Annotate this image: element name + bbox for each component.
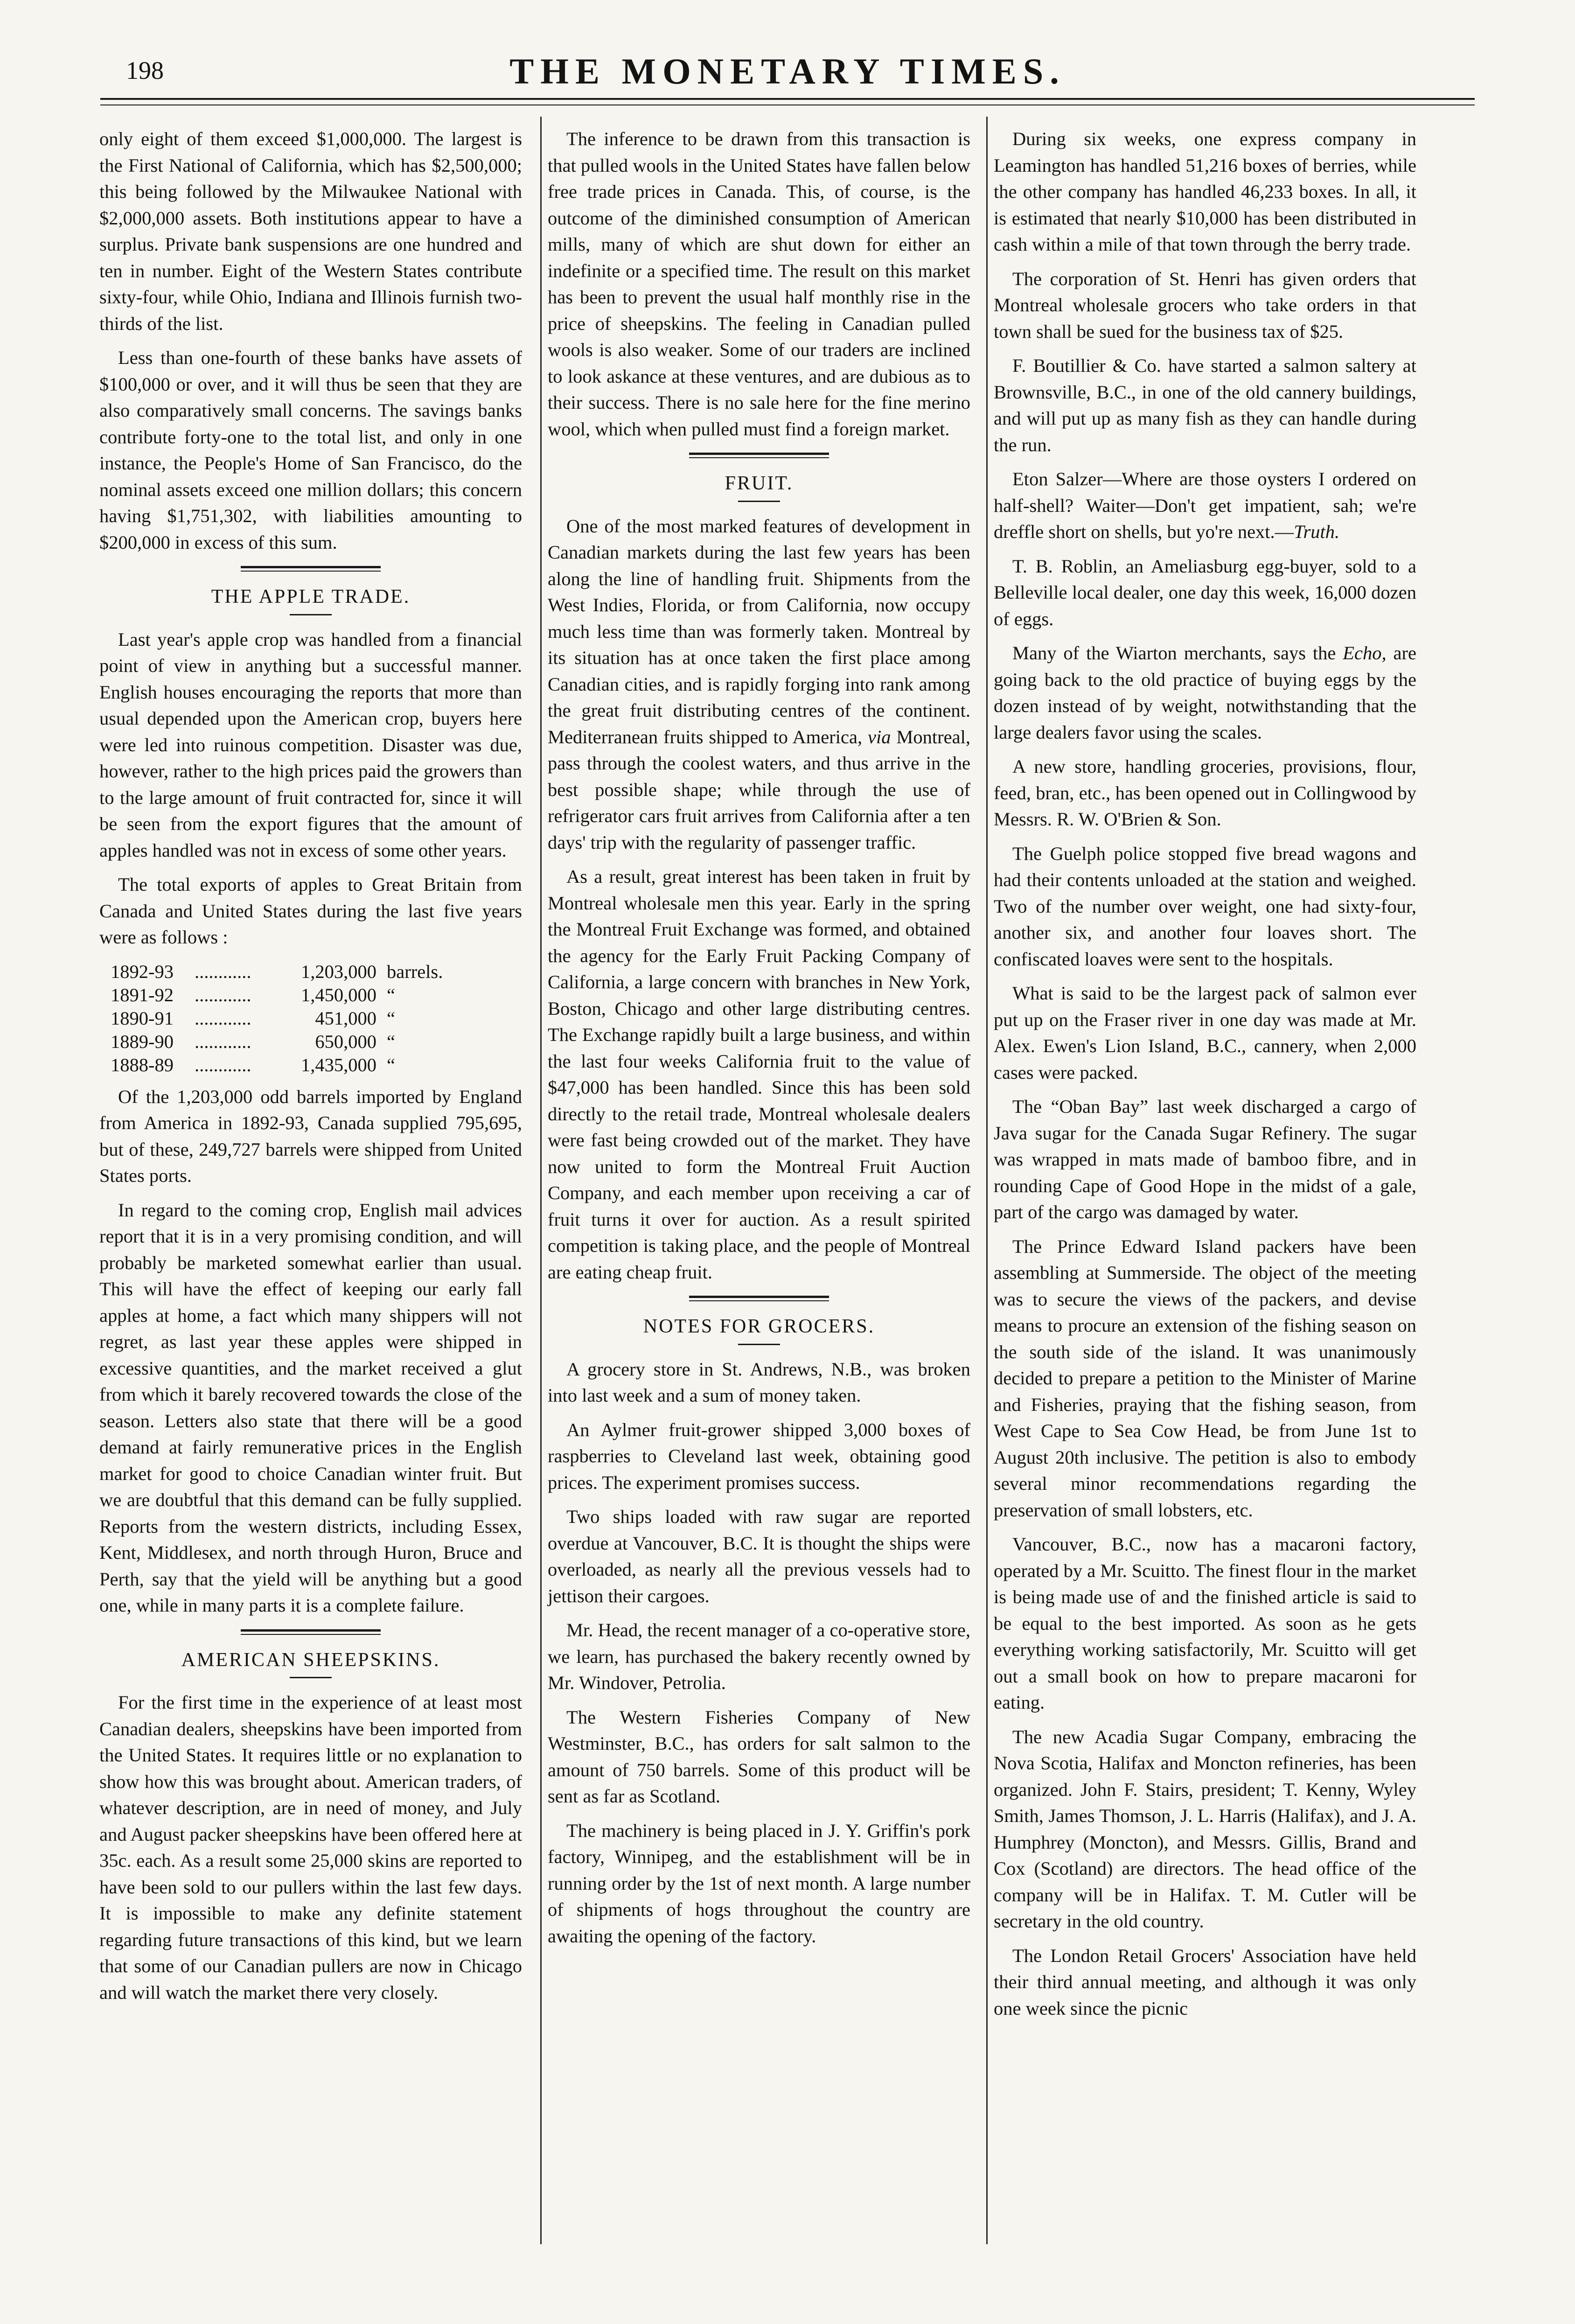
paragraph [548, 513, 970, 856]
news-item: The Prince Edward Island packers have been assembling at Summerside. The object of the meeting was to secure the views of the packers, and devise means to procure an extension of the fishing season on the south side of the island. It was unanimously decided to prepare a petition to the Minister of Marine and Fisheries, praying that the fishing season, from West Cape to Sea Cow Head, be from June 1st to August 20th inclusive. The petition is also to embody several minor recommendations regarding the preservation of small lobsters, etc. [994, 1235, 1416, 1521]
paragraph: In regard to the coming crop, English mail advices report that it is in a very promising condition, and will probably be marketed somewhat earlier than usual. This will have the effect of keeping our early fall apples at home, a fact which many shippers will not regret, as last year these apples were shipped in excessive quantities, and the market received a glut from which it barely recovered towards the close of the season. Letters also state that there will be a good demand at fairly remunerative prices in the English market for good to choice Canadian winter fruit. But we are doubtful that this demand can be fully supplied. Reports from the western districts, including Essex, Kent, Middlesex, and north through Huron, Bruce and Perth, say that the yield will be anything but a good one, while in many parts it is a complete failure. [99, 1199, 522, 1616]
leader-dots: ............ [195, 984, 251, 1005]
news-item: What is said to be the largest pack of salmon ever put up on the Fraser river in one day was made at Mr. Alex. Ewen's Lion Island, B.C., cannery, when 2,000 cases were packed. [994, 983, 1416, 1083]
section-separator [689, 1296, 829, 1301]
export-unit: “ [387, 1007, 395, 1029]
leader-dots: ............ [195, 961, 251, 982]
heading-underline [738, 501, 780, 502]
export-value: 650,000 [315, 1031, 376, 1052]
export-value: 451,000 [315, 1007, 376, 1029]
heading-apple-trade: THE APPLE TRADE. [211, 586, 411, 607]
paragraph: As a result, great interest has been taken in fruit by Montreal wholesale men this year. Early in the spring the Montreal Fruit Exchange was formed, and obtained the agency for the Early Fruit Packing Company of California, a large concern with branches in New York, Boston, Chicago and other large distributing centres. The Exchange rapidly built a large business, and within the last four weeks California fruit to the value of $47,000 has been handled. Since this has been sold directly to the retail trade, Montreal wholesale dealers were fast being crowded out of the market. They have now united to form the Montreal Fruit Auction Company, and each member upon receiving a car of fruit turns it over for auction. As a result spirited competition is taking place, and the people of Montreal are eating cheap fruit. [548, 866, 970, 1283]
header-rule-top [100, 98, 1475, 100]
italic-source: Truth. [1294, 521, 1340, 542]
news-item: T. B. Roblin, an Ameliasburg egg-buyer, sold to a Belleville local dealer, one day this week, 16,000 dozen of eggs. [994, 555, 1416, 629]
news-item: The Guelph police stopped five bread wagons and had their contents unloaded at the station and weighed. Two of the number over weight, one had sixty-four, another six, and another four loaves short. The confiscated loaves were sent to the hospitals. [994, 843, 1416, 970]
table-row [99, 1052, 522, 1075]
export-year: 1892-93 [111, 961, 174, 982]
news-item: Two ships loaded with raw sugar are reported overdue at Vancouver, B.C. It is thought the ships were overloaded, as nearly all the previous vessels had to jettison their cargoes. [548, 1506, 970, 1606]
export-year: 1891-92 [111, 984, 174, 1005]
export-unit: “ [387, 1054, 395, 1075]
news-item: The “Oban Bay” last week discharged a cargo of Java sugar for the Canada Sugar Refinery. The sugar was wrapped in mats made of bamboo fibre, and in rounding Cape of Good Hope in the midst of a gale, part of the cargo was damaged by water. [994, 1096, 1416, 1222]
export-unit: “ [387, 1031, 395, 1052]
text-run: Eton Salzer—Where are those oysters I ordered on half-shell? Waiter—Don't get impatient, sah; we're dreffle short on shells, but yo're next.— [994, 468, 1416, 542]
section-separator [689, 453, 829, 458]
section-separator [241, 566, 381, 572]
export-year: 1889-90 [111, 1031, 174, 1052]
leader-dots: ............ [195, 1007, 251, 1029]
news-item: Mr. Head, the recent manager of a co-operative store, we learn, has purchased the bakery recently owned by Mr. Windover, Petrolia. [548, 1619, 970, 1693]
paragraph: only eight of them exceed $1,000,000. The largest is the First National of California, which has $2,500,000; this being followed by the Milwaukee National with $2,000,000 assets. Both institutions appear to have a surplus. Private bank suspensions are one hundred and ten in number. Eight of the Western States contribute sixty-four, while Ohio, Indiana and Illinois furnish two-thirds of the list. [99, 128, 522, 334]
column-1 [99, 126, 522, 2014]
paragraph: The inference to be drawn from this transaction is that pulled wools in the United States have fallen below free trade prices in Canada. This, of course, is the outcome of the diminished consumption of American mills, many of which are shut down for either an indefinite or a specified time. The result on this market has been to prevent the usual half monthly rise in the price of sheepskins. The feeling in Canadian pulled wools is also weaker. Some of our traders are inclined to look askance at these ventures, and are dubious as to their success. There is no sale here for the fine merino wool, which when pulled must find a foreign market. [548, 128, 970, 440]
news-item [994, 640, 1416, 746]
heading-american-sheepskins: AMERICAN SHEEPSKINS. [181, 1649, 440, 1671]
export-value: 1,450,000 [301, 984, 376, 1005]
export-year: 1890-91 [111, 1007, 174, 1029]
table-row [99, 1029, 522, 1052]
column-2 [548, 126, 970, 1957]
news-item: A new store, handling groceries, provisions, flour, feed, bran, etc., has been opened out in Collingwood by Messrs. R. W. O'Brien & Son. [994, 756, 1416, 830]
news-item: A grocery store in St. Andrews, N.B., was broken into last week and a sum of money taken. [548, 1358, 970, 1406]
table-row [99, 1005, 522, 1029]
heading-notes-for-grocers: NOTES FOR GROCERS. [643, 1316, 875, 1337]
paragraph: The total exports of apples to Great Britain from Canada and United States during the last five years were as follows : [99, 874, 522, 948]
text-run: Montreal, pass through the coolest waters, and thus arrive in the best possible shape; while through the use of refrigerator cars fruit arrives from California after a ten days' trip with the regularity of passenger traffic. [548, 726, 970, 853]
masthead-title: THE MONETARY TIMES. [509, 51, 1066, 91]
text-run: are going back to the old practice of buying eggs by the dozen instead of by weight, notwithstanding that the large dealers favor using the scales. [994, 642, 1416, 743]
news-item: An Aylmer fruit-grower shipped 3,000 boxes of raspberries to Cleveland last week, obtaining good prices. The experiment promises success. [548, 1419, 970, 1493]
news-item: The Western Fisheries Company of New Westminster, B.C., has orders for salt salmon to the amount of 750 barrels. Some of this product will be sent as far as Scotland. [548, 1706, 970, 1807]
apple-exports-table [99, 959, 522, 1075]
paragraph: Last year's apple crop was handled from a financial point of view in anything but a successful manner. English houses encouraging the reports that more than usual depended upon the American crop, buyers here were led into ruinous competition. Disaster was due, however, rather to the high prices paid the growers than to the large amount of fruit contracted for, since it will be seen from the export figures that the amount of apples handled was not in excess of some other years. [99, 628, 522, 861]
export-year: 1888-89 [111, 1054, 174, 1075]
section-separator [241, 1629, 381, 1635]
export-unit: barrels. [387, 961, 443, 982]
column-3 [994, 126, 1416, 2030]
export-value: 1,435,000 [301, 1054, 376, 1075]
news-item: The London Retail Grocers' Association have held their third annual meeting, and although it was only one week since the picnic [994, 1945, 1416, 2019]
table-row [99, 982, 522, 1005]
page-number: 198 [126, 56, 164, 84]
news-item [994, 466, 1416, 545]
export-unit: “ [387, 984, 395, 1005]
column-divider-2 [986, 117, 988, 2244]
news-item: The machinery is being placed in J. Y. Griffin's pork factory, Winnipeg, and the establishment will be in running order by the 1st of next month. A large number of shipments of hogs throughout the country are awaiting the opening of the factory. [548, 1820, 970, 1947]
text-run: One of the most marked features of development in Canadian markets during the last few years has been along the line of handling fruit. Shipments from the West Indies, Florida, or from California, now occupy much less time than was formerly taken. Montreal by its situation has at once taken the first place among Canadian cities, and is rapidly forging into rank among the great fruit distributing centres of the continent. Mediterranean fruits shipped to America, [548, 515, 970, 747]
export-value: 1,203,000 [301, 961, 376, 982]
paragraph: Of the 1,203,000 odd barrels imported by England from America in 1892-93, Canada supplied 795,695, but of these, 249,727 barrels were shipped from United States ports. [99, 1086, 522, 1186]
news-item: The new Acadia Sugar Company, embracing the Nova Scotia, Halifax and Moncton refineries, has been organized. John F. Stairs, president; T. Kenny, Wyley Smith, James Thomson, J. L. Harris (Halifax), and J. A. Humphrey (Moncton), and Messrs. Gillis, Brand and Cox (Scotland) are directors. The head office of the company will be in Halifax. T. M. Cutler will be secretary in the old country. [994, 1726, 1416, 1932]
heading-underline [738, 1344, 780, 1345]
leader-dots: ............ [195, 1054, 251, 1075]
table-row [99, 959, 522, 982]
heading-underline [290, 1677, 332, 1678]
heading-fruit: FRUIT. [725, 473, 794, 494]
paragraph: For the first time in the experience of at least most Canadian dealers, sheepskins have been imported from the United States. It requires little or no explanation to show how this was brought about. American traders, of whatever description, are in need of money, and July and August packer sheepskins have been offered here at 35c. each. As a result some 25,000 skins are reported to have been sold to our pullers within the last few days. It is impossible to make any definite statement regarding future transactions of this kind, but we learn that some of our Canadian pullers are now in Chicago and will watch the market there very closely. [99, 1692, 522, 2003]
italic-source: Echo, [1343, 642, 1387, 663]
news-item: Vancouver, B.C., now has a macaroni factory, operated by a Mr. Scuitto. The finest flour in the market is being made use of and the finished article is said to be equal to the best imported. As soon as he gets everything working satisfactorily, Mr. Scuitto will get out a small book on how to prepare macaroni for eating. [994, 1534, 1416, 1713]
text-run: Many of the Wiarton merchants, says the [1012, 642, 1343, 663]
leader-dots: ............ [195, 1031, 251, 1052]
italic-word: via [868, 726, 891, 747]
news-item: The corporation of St. Henri has given orders that Montreal wholesale grocers who take orders in that town shall be sued for the business tax of $25. [994, 268, 1416, 342]
news-item: F. Boutillier & Co. have started a salmon saltery at Brownsville, B.C., in one of the old cannery buildings, and will put up as many fish as they can handle during the run. [994, 355, 1416, 455]
news-item: During six weeks, one express company in Leamington has handled 51,216 boxes of berries, while the other company has handled 46,233 boxes. In all, it is estimated that nearly $10,000 has been distributed in cash within a mile of that town through the berry trade. [994, 128, 1416, 255]
heading-underline [290, 614, 332, 615]
paragraph: Less than one-fourth of these banks have assets of $100,000 or over, and it will thus be seen that they are also comparatively small concerns. The savings banks contribute forty-one to the total list, and only in one instance, the People's Home of San Francisco, do the nominal assets exceed one million dollars; this concern having $1,751,302, with liabilities amounting to $200,000 in excess of this sum. [99, 347, 522, 553]
column-divider-1 [540, 117, 542, 2244]
